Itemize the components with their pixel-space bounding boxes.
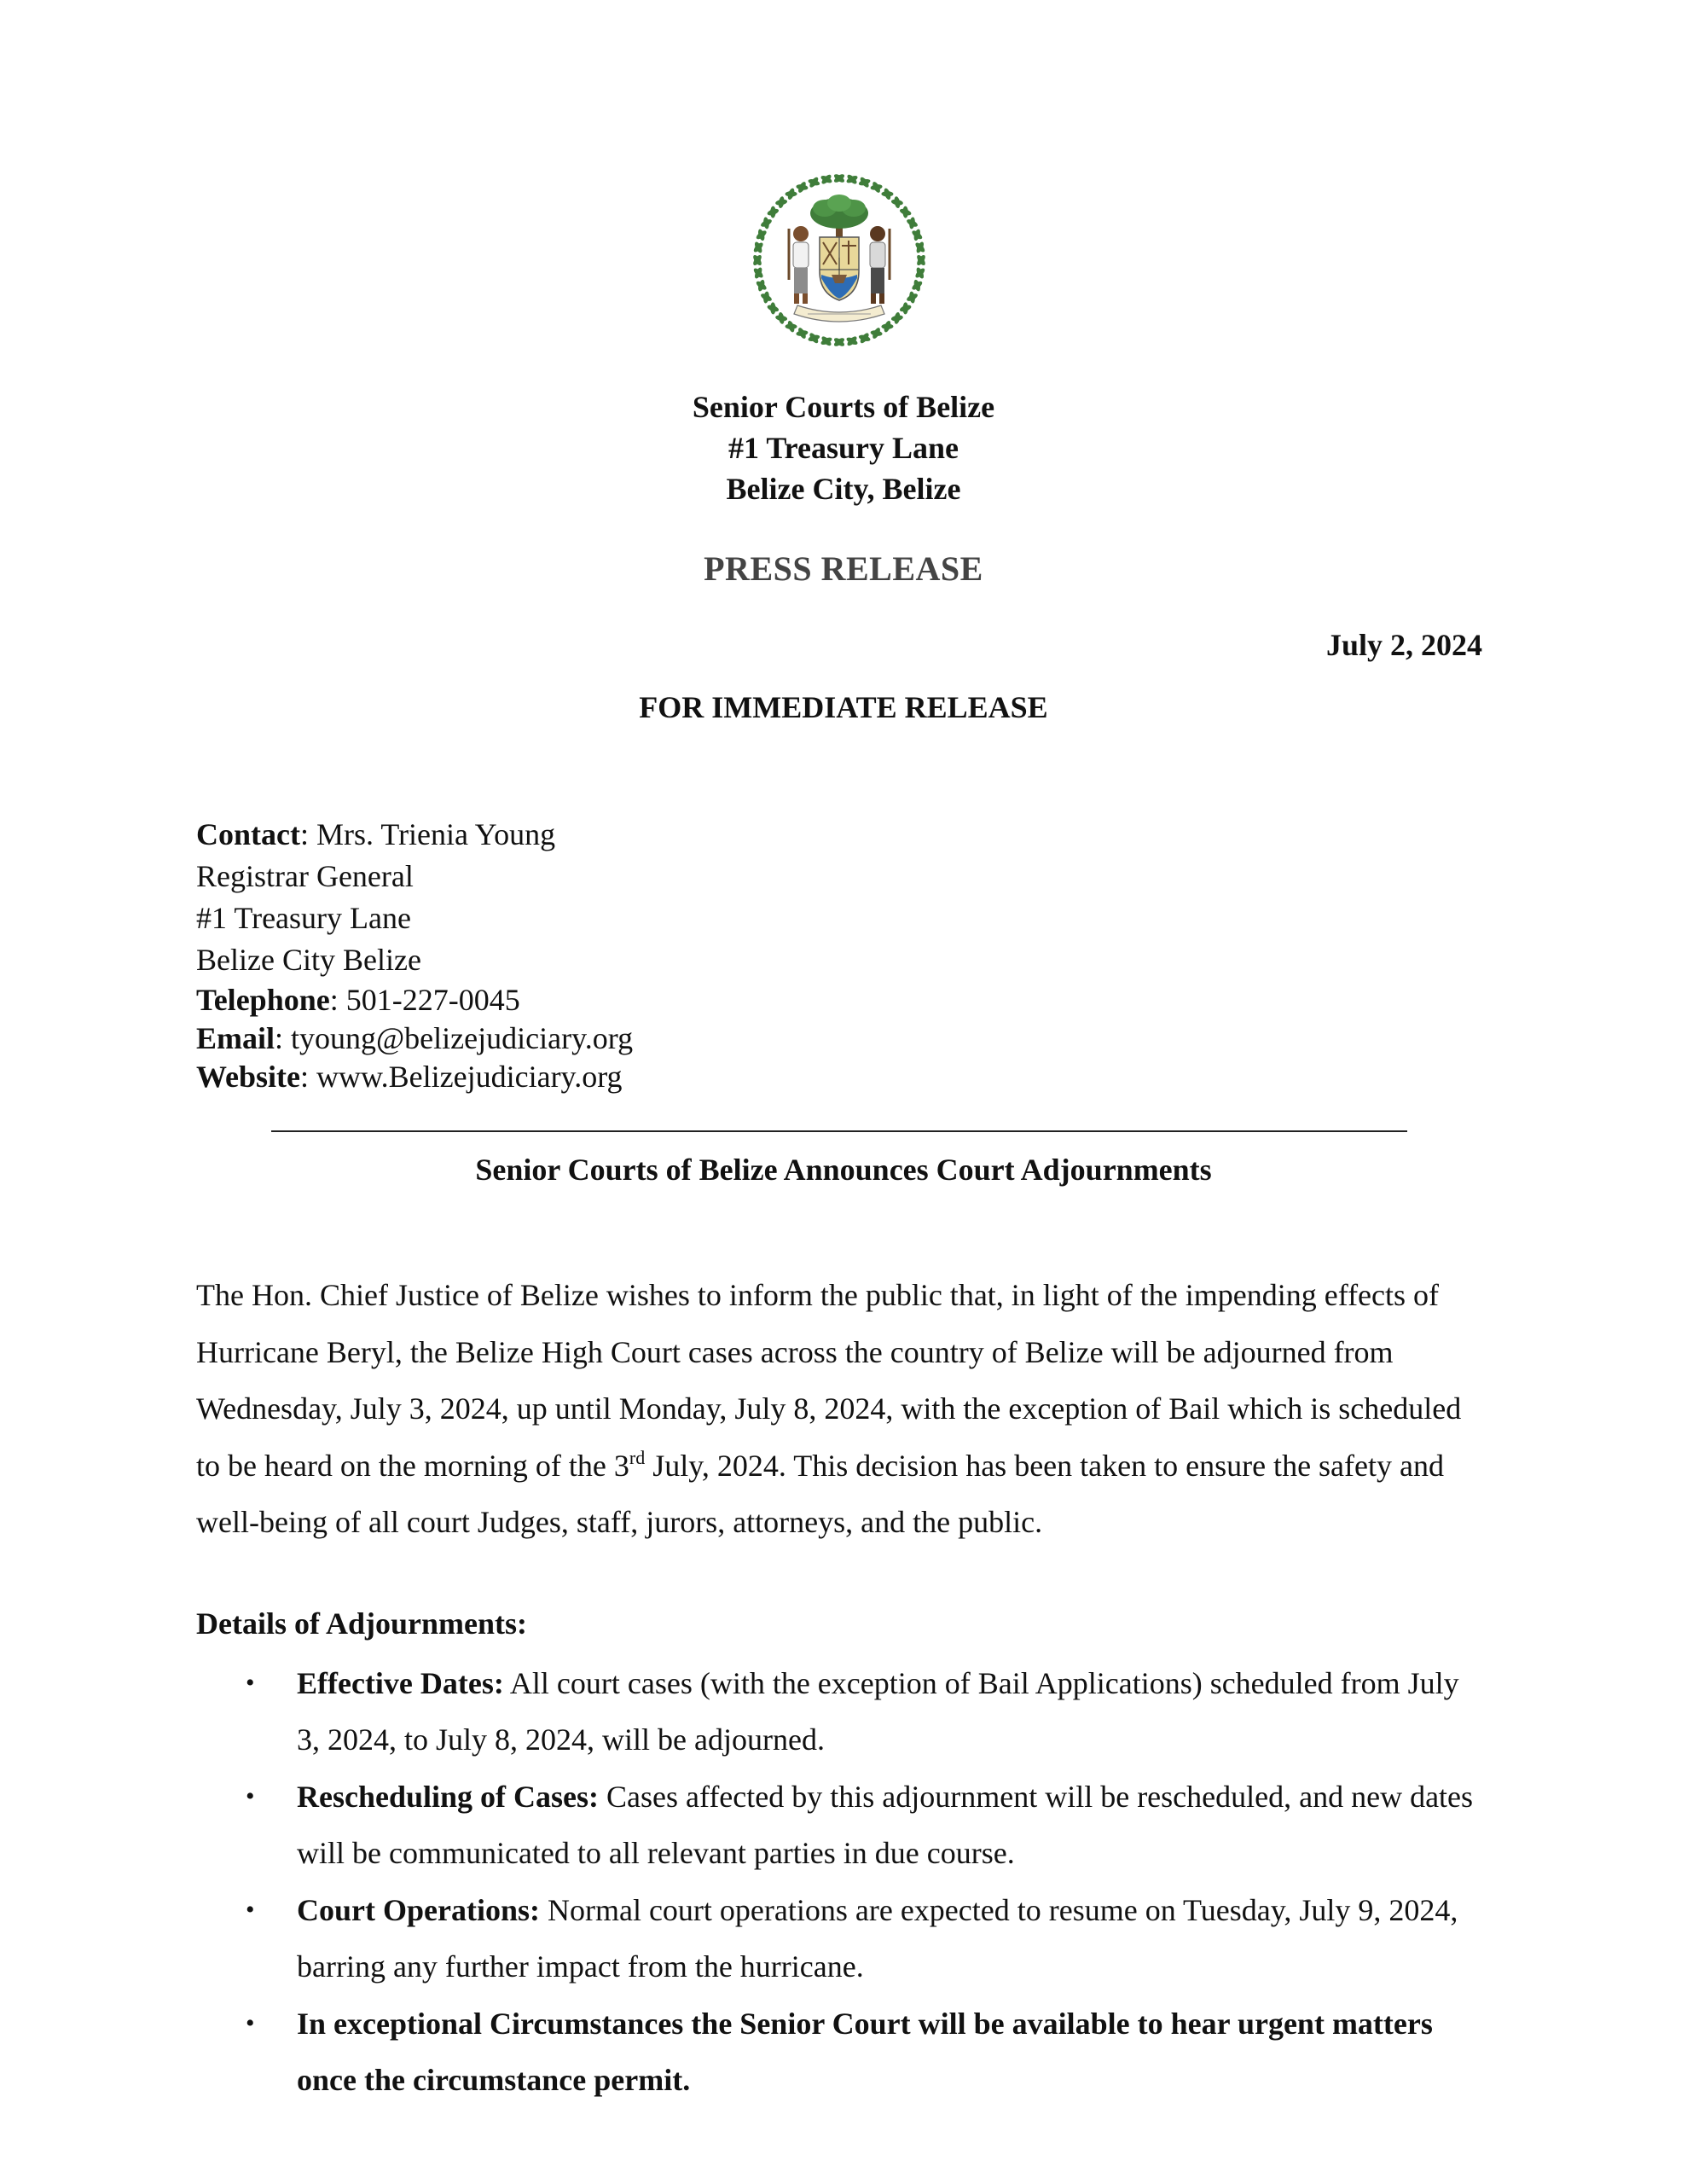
wreath-leaf — [870, 329, 883, 336]
supporter-left — [789, 226, 809, 304]
list-item-text: Normal court operations are expected to resume on Tuesday, July 9, 2024, barring any further impact from the hurricane. — [297, 1893, 1458, 1984]
bullet-icon: • — [246, 2009, 255, 2037]
website-line — [196, 1056, 623, 1097]
wreath-leaf — [881, 323, 893, 329]
list-item-text: All court cases (with the exception of Bail Applications) scheduled from July 3, 2024, to July 8, 2024, will be adjourned. — [297, 1666, 1459, 1757]
bullet-icon: • — [246, 1669, 255, 1697]
wreath-leaf — [908, 217, 915, 229]
belize-coat-of-arms-icon — [748, 169, 930, 351]
website-label: Website — [196, 1060, 300, 1094]
email-label: Email — [196, 1021, 275, 1055]
contact-address-city: Belize City Belize — [196, 943, 421, 977]
wreath-leaf — [762, 291, 769, 304]
wreath-leaf — [770, 302, 776, 314]
shield — [820, 237, 859, 300]
list-item-label: Court Operations: — [297, 1893, 540, 1927]
email-value: : tyoung@belizejudiciary.org — [275, 1021, 634, 1055]
motto-scroll — [794, 305, 884, 322]
email-line — [196, 1018, 633, 1059]
wreath-leaf — [902, 206, 908, 218]
ordinal-suffix: rd — [629, 1446, 646, 1468]
supporter-right — [870, 226, 890, 304]
telephone-line — [196, 979, 520, 1020]
contact-line — [196, 814, 555, 855]
wreath-leaf — [796, 183, 809, 190]
wreath-leaf — [890, 315, 903, 322]
contact-address-street: #1 Treasury Lane — [196, 901, 411, 935]
court-address-city: Belize City, Belize — [726, 472, 961, 506]
intro-text-1: The Hon. Chief Justice of Belize wishes to inform the public that, in light of the impending effects of Hurricane Beryl, the Belize High Court cases across the country of Belize will be adjourned from Wednesday, July 3, 2024, up until Monday, July 8, 2024, with the exception of Bail which is scheduled to be heard on the morning of the 3 — [196, 1278, 1462, 1483]
court-name: Senior Courts of Belize — [692, 390, 995, 424]
court-address-street: #1 Treasury Lane — [728, 431, 959, 465]
list-item — [297, 1882, 1474, 1995]
wreath-leaf — [915, 253, 926, 266]
list-item — [297, 1769, 1474, 1881]
list-item-label: In exceptional Circumstances the Senior Court will be available to hear urgent matters once the circumstance permit. — [297, 2007, 1433, 2097]
list-item — [297, 1655, 1474, 1768]
contact-label: Contact — [196, 817, 300, 851]
bullet-icon: • — [246, 1782, 255, 1810]
telephone-label: Telephone — [196, 983, 330, 1017]
intro-paragraph — [196, 1267, 1493, 1551]
wreath-leaf — [778, 311, 786, 324]
list-item — [297, 1995, 1474, 2108]
contact-title: Registrar General — [196, 859, 414, 893]
press-release-title: PRESS RELEASE — [704, 549, 983, 588]
wreath-leaf — [894, 196, 901, 209]
wreath-leaf — [832, 172, 845, 183]
release-date: July 2, 2024 — [1325, 628, 1482, 662]
telephone-value: : 501-227-0045 — [329, 983, 520, 1017]
bullet-icon: • — [246, 1896, 255, 1924]
wreath-leaf — [832, 336, 845, 347]
intro-text-2: July, 2024. This decision has been taken to ensure the safety and well-being of all court Judges, staff, jurors, attorneys, and the public. — [196, 1448, 1444, 1539]
wreath-leaf — [751, 253, 762, 266]
list-item-text: Cases affected by this adjournment will be rescheduled, and new dates will be communicated to all relevant parties in due course. — [297, 1780, 1474, 1870]
immediate-release-label: FOR IMMEDIATE RELEASE — [639, 690, 1048, 724]
list-item-label: Rescheduling of Cases: — [297, 1780, 600, 1814]
website-value: : www.Belizejudiciary.org — [300, 1060, 623, 1094]
divider — [271, 1130, 1407, 1132]
wreath-leaf — [786, 191, 797, 197]
details-heading: Details of Adjournments: — [196, 1606, 527, 1641]
contact-name: : Mrs. Trienia Young — [299, 817, 556, 851]
headline: Senior Courts of Belize Announces Court Adjournments — [475, 1153, 1212, 1187]
wreath-leaf — [775, 199, 788, 206]
list-item-label: Effective Dates: — [297, 1666, 504, 1700]
